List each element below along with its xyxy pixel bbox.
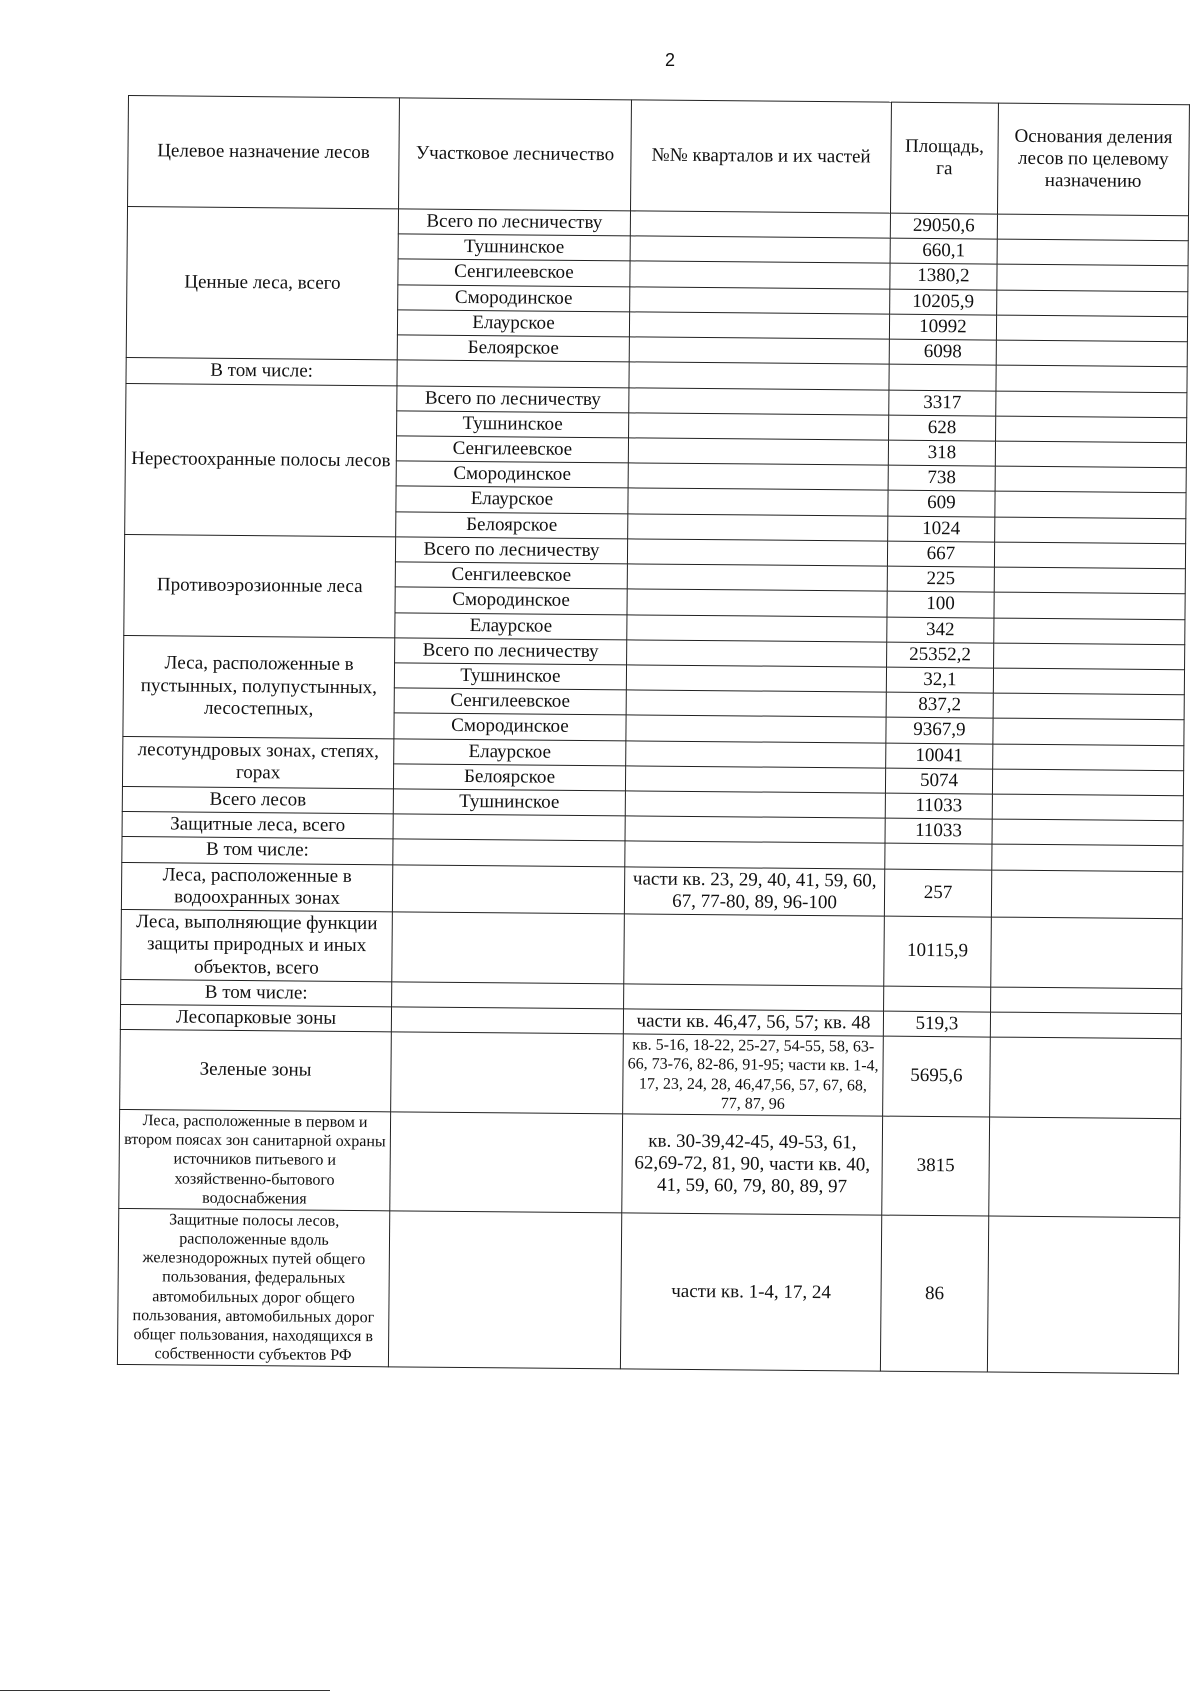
district-cell: Смородинское bbox=[394, 713, 626, 740]
district-cell bbox=[397, 360, 629, 387]
district-cell: Всего по лесничеству bbox=[397, 385, 629, 412]
steppe-forests-label: Леса, расположенные в пустынных, полупустынных, лесостепных, bbox=[123, 635, 395, 738]
area-cell: 3317 bbox=[889, 390, 996, 416]
area-cell: 628 bbox=[889, 415, 996, 441]
page-number: 2 bbox=[664, 50, 675, 70]
quarters-cell bbox=[630, 261, 891, 288]
header-district: Участковое лесничество bbox=[399, 98, 632, 211]
forest-purpose-table bbox=[117, 95, 1190, 1375]
basis-cell bbox=[990, 987, 1182, 1014]
quarters-cell: кв. 5-16, 18-22, 25-27, 54-55, 58, 63-66, 73-76, 82-86, 91-95; части кв. 1-4, 17, 23, 24, 28, 46,47,56, 57, 67, 68, 77, 87, 96 bbox=[622, 1034, 883, 1116]
basis-cell bbox=[996, 340, 1188, 367]
steppe-forests-label-continued: лесотундровых зонах, степях, горах bbox=[122, 736, 394, 789]
area-cell: 6098 bbox=[889, 339, 996, 365]
green-zones-label: Зеленые зоны bbox=[120, 1030, 392, 1112]
area-cell: 10992 bbox=[890, 314, 997, 340]
header-area: Площадь, га bbox=[891, 102, 998, 214]
table-row bbox=[121, 910, 1183, 989]
area-cell: 10205,9 bbox=[890, 289, 997, 315]
quarters-cell bbox=[630, 236, 891, 263]
basis-cell bbox=[992, 819, 1184, 846]
basis-cell bbox=[996, 365, 1188, 392]
district-cell: Сенгилеевское bbox=[398, 259, 630, 286]
area-cell: 100 bbox=[887, 591, 994, 617]
district-cell: Елаурское bbox=[394, 738, 626, 765]
area-cell: 609 bbox=[888, 491, 995, 517]
area-cell: 11033 bbox=[886, 793, 993, 819]
quarters-cell bbox=[629, 362, 890, 389]
quarters-cell bbox=[628, 438, 889, 465]
quarters-cell bbox=[626, 665, 887, 692]
area-cell: 11033 bbox=[885, 818, 992, 844]
quarters-cell bbox=[627, 564, 888, 591]
basis-cell bbox=[997, 239, 1189, 266]
district-cell: Тушнинское bbox=[393, 789, 625, 816]
quarters-cell bbox=[628, 413, 889, 440]
quarters-cell bbox=[625, 816, 886, 843]
district-cell: Белоярское bbox=[397, 335, 629, 362]
area-cell: 667 bbox=[888, 541, 995, 567]
basis-cell bbox=[995, 416, 1187, 443]
basis-cell bbox=[992, 718, 1184, 745]
quarters-cell bbox=[623, 984, 884, 1011]
protective-forests-label: Защитные леса, всего bbox=[122, 812, 393, 840]
basis-cell bbox=[996, 315, 1188, 342]
road-strips-label: Защитные полосы лесов, расположенные вдоль железнодорожных путей общего пользования, федеральных автомобильных дорог общего пользования, автомобильных дорог общег пользования, находящихся в собственности субъектов РФ bbox=[117, 1208, 389, 1367]
quarters-cell bbox=[625, 841, 886, 868]
district-cell: Смородинское bbox=[396, 461, 628, 488]
district-cell bbox=[393, 814, 625, 841]
district-cell: Елаурское bbox=[395, 612, 627, 639]
header-purpose: Целевое назначение лесов bbox=[128, 96, 400, 209]
area-cell: 29050,6 bbox=[891, 213, 998, 239]
sanitary-zones-label: Леса, расположенные в первом и втором поясах зон санитарной охраны источников питьевого и хозяйственно-бытового водоснабжения bbox=[119, 1109, 391, 1210]
area-cell bbox=[885, 844, 992, 870]
table-row bbox=[119, 1109, 1181, 1217]
basis-cell bbox=[994, 542, 1186, 569]
area-cell: 1380,2 bbox=[890, 264, 997, 290]
district-cell: Сенгилеевское bbox=[395, 562, 627, 589]
basis-cell bbox=[991, 870, 1183, 919]
basis-cell bbox=[990, 1012, 1182, 1039]
valuable-forests-label: Ценные леса, всего bbox=[126, 207, 398, 361]
quarters-cell bbox=[624, 914, 885, 986]
all-forests-label: Всего лесов bbox=[122, 787, 393, 815]
area-cell: 257 bbox=[885, 869, 992, 917]
quarters-cell bbox=[625, 791, 886, 818]
header-basis: Основания деления лесов по целевому назначению bbox=[997, 103, 1189, 216]
quarters-cell bbox=[627, 589, 888, 616]
quarters-cell bbox=[630, 211, 891, 238]
district-cell: Сенгилеевское bbox=[396, 436, 628, 463]
area-cell: 32,1 bbox=[887, 667, 994, 693]
area-cell: 1024 bbox=[888, 516, 995, 542]
basis-cell bbox=[992, 769, 1184, 796]
area-cell: 10115,9 bbox=[884, 916, 991, 987]
area-cell: 837,2 bbox=[886, 692, 993, 718]
quarters-cell bbox=[627, 614, 888, 641]
district-cell: Тушнинское bbox=[397, 411, 629, 438]
basis-cell bbox=[995, 441, 1187, 468]
quarters-cell bbox=[629, 287, 890, 314]
basis-cell bbox=[993, 643, 1185, 670]
district-cell bbox=[393, 839, 625, 866]
quarters-cell bbox=[626, 690, 887, 717]
quarters-cell bbox=[629, 337, 890, 364]
district-cell: Тушнинское bbox=[394, 663, 626, 690]
footnote-divider bbox=[0, 1690, 330, 1691]
basis-cell bbox=[988, 1117, 1180, 1218]
quarters-cell bbox=[626, 715, 887, 742]
including-label: В том числе: bbox=[122, 837, 393, 865]
basis-cell bbox=[993, 618, 1185, 645]
district-cell: Смородинское bbox=[398, 285, 630, 312]
quarters-cell bbox=[626, 740, 887, 767]
area-cell: 738 bbox=[888, 465, 995, 491]
water-protection-label: Леса, расположенные в водоохранных зонах bbox=[121, 862, 392, 912]
including-label: В том числе: bbox=[126, 358, 397, 386]
basis-cell bbox=[993, 668, 1185, 695]
basis-cell bbox=[996, 290, 1188, 317]
district-cell: Смородинское bbox=[395, 587, 627, 614]
area-cell: 3815 bbox=[882, 1116, 989, 1216]
quarters-cell: кв. 30-39,42-45, 49-53, 61, 62,69-72, 81, 90, части кв. 40, 41, 59, 60, 79, 80, 89, 97 bbox=[622, 1114, 883, 1215]
district-cell bbox=[389, 1211, 622, 1370]
basis-cell bbox=[997, 214, 1189, 241]
district-cell bbox=[390, 1112, 623, 1213]
area-cell: 86 bbox=[881, 1215, 989, 1372]
district-cell: Белоярское bbox=[394, 764, 626, 791]
area-cell: 5074 bbox=[886, 768, 993, 794]
table-row bbox=[120, 1030, 1182, 1119]
quarters-cell bbox=[627, 514, 888, 541]
area-cell: 9367,9 bbox=[886, 718, 993, 744]
quarters-cell bbox=[626, 640, 887, 667]
area-cell: 225 bbox=[887, 566, 994, 592]
basis-cell bbox=[994, 517, 1186, 544]
area-cell: 660,1 bbox=[890, 238, 997, 264]
quarters-cell: части кв. 1-4, 17, 24 bbox=[620, 1213, 882, 1372]
basis-cell bbox=[991, 845, 1183, 872]
quarters-cell bbox=[627, 539, 888, 566]
area-cell: 519,3 bbox=[884, 1011, 991, 1037]
header-quarters: №№ кварталов и их частей bbox=[630, 100, 891, 213]
basis-cell bbox=[989, 1037, 1181, 1118]
quarters-cell: части кв. 23, 29, 40, 41, 59, 60, 67, 77-80, 89, 96-100 bbox=[624, 867, 885, 917]
quarters-cell bbox=[628, 463, 889, 490]
district-cell: Сенгилеевское bbox=[394, 688, 626, 715]
area-cell: 10041 bbox=[886, 743, 993, 769]
basis-cell bbox=[992, 794, 1184, 821]
quarters-cell bbox=[628, 488, 889, 515]
quarters-cell: части кв. 46,47, 56, 57; кв. 48 bbox=[623, 1009, 884, 1036]
area-cell: 5695,6 bbox=[883, 1036, 990, 1117]
basis-cell bbox=[994, 567, 1186, 594]
nature-protection-label: Леса, выполняющие функции защиты природных и иных объектов, всего bbox=[121, 910, 393, 982]
district-cell bbox=[391, 1007, 623, 1034]
quarters-cell bbox=[629, 312, 890, 339]
forest-park-label: Лесопарковые зоны bbox=[120, 1004, 391, 1032]
basis-cell bbox=[995, 391, 1187, 418]
area-cell: 25352,2 bbox=[887, 642, 994, 668]
quarters-cell bbox=[625, 766, 886, 793]
header-row bbox=[128, 96, 1190, 216]
area-cell bbox=[889, 364, 996, 390]
district-cell: Елаурское bbox=[398, 310, 630, 337]
district-cell bbox=[391, 1032, 623, 1114]
district-cell bbox=[392, 912, 624, 984]
spawning-forests-label: Нерестоохранные полосы лесов bbox=[125, 383, 397, 537]
basis-cell bbox=[994, 592, 1186, 619]
basis-cell bbox=[996, 265, 1188, 292]
district-cell: Елаурское bbox=[396, 486, 628, 513]
area-cell: 318 bbox=[889, 440, 996, 466]
basis-cell bbox=[995, 466, 1187, 493]
including-label: В том числе: bbox=[121, 979, 392, 1007]
district-cell: Тушнинское bbox=[398, 234, 630, 261]
area-cell: 342 bbox=[887, 617, 994, 643]
basis-cell bbox=[994, 491, 1186, 518]
basis-cell bbox=[990, 917, 1182, 988]
district-cell: Всего по лесничеству bbox=[398, 209, 630, 236]
basis-cell bbox=[992, 744, 1184, 771]
district-cell bbox=[392, 982, 624, 1009]
area-cell bbox=[884, 986, 991, 1012]
district-cell bbox=[392, 865, 624, 914]
district-cell: Всего по лесничеству bbox=[395, 638, 627, 665]
district-cell: Белоярское bbox=[396, 511, 628, 538]
basis-cell bbox=[987, 1216, 1180, 1374]
basis-cell bbox=[993, 693, 1185, 720]
erosion-forests-label: Противоэрозионные леса bbox=[124, 534, 396, 637]
quarters-cell bbox=[629, 387, 890, 414]
table-row bbox=[117, 1208, 1179, 1374]
district-cell: Всего по лесничеству bbox=[396, 537, 628, 564]
